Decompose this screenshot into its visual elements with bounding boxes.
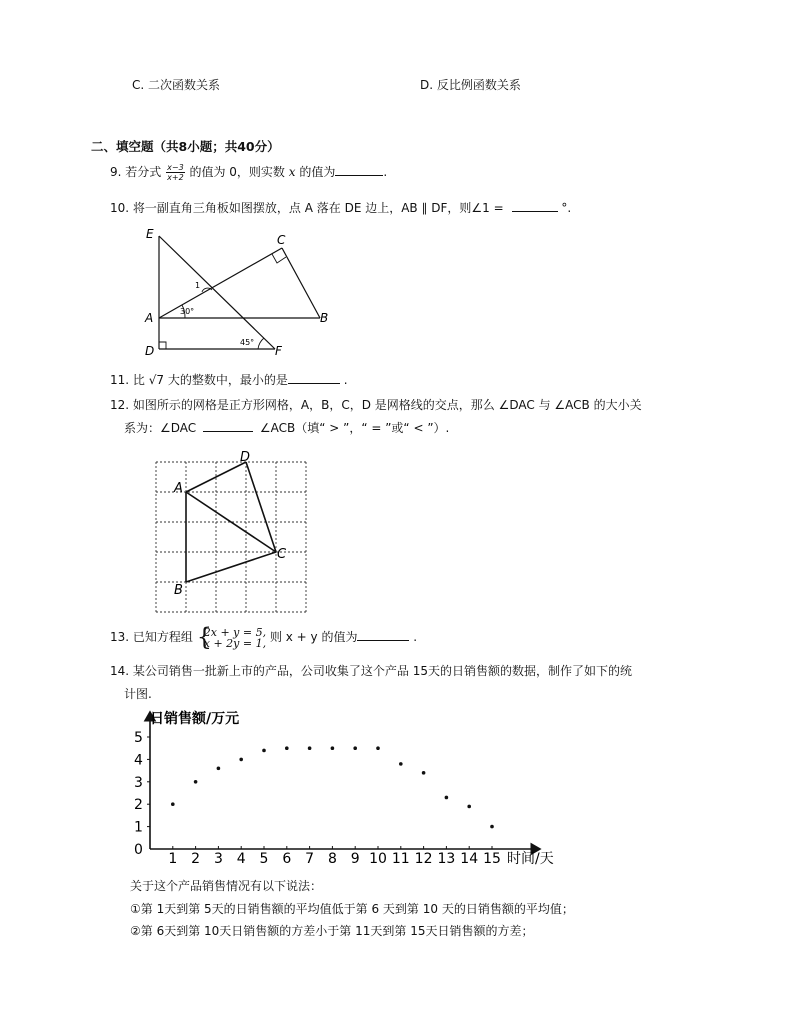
sqrt-7: √7 [148, 373, 165, 387]
x-tick-label: 7 [305, 851, 315, 867]
data-point-day-8 [331, 746, 335, 750]
q14-after: 关于这个产品销售情况有以下说法： [130, 879, 323, 893]
q13-pre: 已知方程组 [132, 630, 193, 644]
equation-2: x + 2y = 1, [203, 636, 267, 650]
fraction-numerator: x−3 [167, 163, 184, 172]
x-tick-label: 2 [191, 851, 201, 867]
q13-end: . [413, 630, 418, 644]
question-number: 9. [110, 165, 122, 179]
grid-label-c: C [277, 547, 287, 562]
data-point-day-13 [445, 796, 449, 800]
fraction-denominator: x+2 [167, 173, 184, 182]
data-point-day-14 [467, 805, 471, 809]
data-point-day-7 [308, 746, 312, 750]
edge-ac [159, 248, 282, 318]
x-tick-label: 9 [350, 851, 360, 867]
answer-blank[interactable] [357, 629, 409, 641]
question-10 [110, 199, 571, 216]
data-point-day-6 [285, 746, 289, 750]
q14-line1: 某公司销售一批新上市的产品，公司收集了这个产品 15天的日销售额的数据，制作了如下的统 [132, 664, 633, 678]
option-d: D. 反比例函数关系 [420, 78, 521, 92]
x-tick-label: 12 [414, 851, 433, 867]
q12-line2-post: ∠ACB（填“ > ”，“ = ”或“ < ”）. [259, 421, 450, 435]
label-30-degrees: 30° [180, 307, 195, 316]
edge-cb [282, 248, 320, 318]
label-a: A [145, 311, 154, 325]
q9-end: . [383, 165, 388, 179]
grid-label-d: D [240, 450, 251, 465]
q9-pre: 若分式 [125, 165, 162, 179]
q11-post: 大的整数中，最小的是 [167, 373, 288, 387]
y-tick-label: 1 [134, 819, 143, 836]
q11-pre: 比 [132, 373, 145, 387]
question-12-line-1 [110, 396, 642, 413]
edge-ef [159, 236, 275, 349]
data-point-day-12 [422, 771, 426, 775]
answer-blank[interactable] [335, 164, 383, 176]
data-point-day-9 [353, 746, 357, 750]
data-point-day-15 [490, 825, 494, 829]
sales-scatter-chart [128, 706, 576, 870]
x-tick-label: 10 [369, 851, 387, 867]
data-point-day-10 [376, 746, 380, 750]
label-e: E [146, 227, 154, 241]
y-tick-label: 4 [134, 752, 143, 769]
question-12-line-2 [124, 419, 449, 436]
question-number: 12. [110, 398, 130, 412]
label-c: C [277, 233, 286, 247]
x-tick-label: 3 [213, 851, 223, 867]
question-9 [110, 161, 387, 183]
grid-label-a: A [174, 481, 183, 496]
q9-var: x [288, 165, 296, 179]
statement-1: ①第 1天到第 5天的日销售额的平均值低于第 6 天到第 10 天的日销售额的平均值； [130, 902, 574, 916]
x-tick-label: 4 [236, 851, 246, 867]
answer-blank[interactable] [203, 420, 253, 432]
question-number: 13. [110, 630, 130, 644]
fraction [166, 163, 185, 182]
equation-system [196, 622, 267, 651]
question-number: 10. [110, 201, 130, 215]
brace-icon: { [196, 622, 213, 651]
answer-blank[interactable] [288, 372, 340, 384]
question-11 [110, 371, 348, 388]
answer-blank[interactable] [512, 200, 558, 212]
question-14-line-1 [110, 662, 632, 679]
q9-post: 的值为 [299, 165, 336, 179]
question-number: 14. [110, 664, 130, 678]
option-c: C. 二次函数关系 [132, 78, 221, 92]
x-tick-label: 8 [327, 851, 337, 867]
triangle-figure [140, 224, 340, 358]
label-angle-1: 1 [195, 281, 201, 290]
x-tick-label: 15 [483, 851, 501, 867]
q10-end: °. [561, 201, 572, 215]
x-tick-label: 1 [168, 851, 178, 867]
label-b: B [320, 311, 329, 325]
x-tick-label: 6 [282, 851, 292, 867]
question-13 [110, 622, 418, 651]
data-point-day-11 [399, 762, 403, 766]
grid-label-b: B [174, 583, 183, 598]
label-f: F [275, 344, 282, 358]
segment-bc [186, 552, 276, 582]
section-title: 二、填空题（共8小题；共40分） [91, 139, 280, 154]
right-angle-mark-c [272, 254, 286, 263]
statement-2: ②第 6天到第 10天日销售额的方差小于第 11天到第 15天日销售额的方差； [130, 924, 534, 938]
data-point-day-2 [194, 780, 198, 784]
x-axis-label: 时间/天 [507, 851, 554, 867]
y-axis-label: 日销售额/万元 [150, 711, 240, 727]
equation-1: 2x + y = 5, [203, 625, 267, 639]
data-point-day-5 [262, 749, 266, 753]
y-tick-label: 5 [134, 730, 143, 746]
x-tick-label: 14 [460, 851, 479, 867]
segment-dc [246, 462, 276, 552]
data-point-day-4 [239, 758, 243, 762]
x-tick-label: 11 [391, 851, 410, 867]
data-point-day-1 [171, 802, 175, 806]
y-tick-label: 3 [134, 774, 143, 791]
origin-label: 0 [134, 842, 143, 858]
y-tick-label: 2 [134, 797, 143, 814]
q11-end: . [343, 373, 348, 387]
data-point-day-3 [217, 767, 221, 771]
q9-mid: 的值为 0，则实数 [189, 165, 285, 179]
q12-line1: 如图所示的网格是正方形网格，A，B，C，D 是网格线的交点，那么 ∠DAC 与 ∠ACB 的大小关 [132, 398, 642, 412]
q13-post: 则 x + y 的值为 [269, 630, 358, 644]
right-angle-mark-d [159, 342, 166, 349]
q12-line2-pre: 系为：∠DAC [124, 421, 197, 435]
x-tick-label: 5 [259, 851, 269, 867]
label-45-degrees: 45° [240, 338, 255, 347]
grid-figure [150, 448, 310, 618]
segment-ac [186, 492, 276, 552]
label-d: D [145, 344, 155, 358]
question-number: 11. [110, 373, 130, 387]
angle-arc-45 [258, 338, 264, 349]
q14-line2: 计图. [124, 687, 152, 701]
q10-text: 将一副直角三角板如图摆放，点 A 落在 DE 边上，AB ∥ DF，则∠1 = [132, 201, 504, 215]
x-tick-label: 13 [437, 851, 456, 867]
